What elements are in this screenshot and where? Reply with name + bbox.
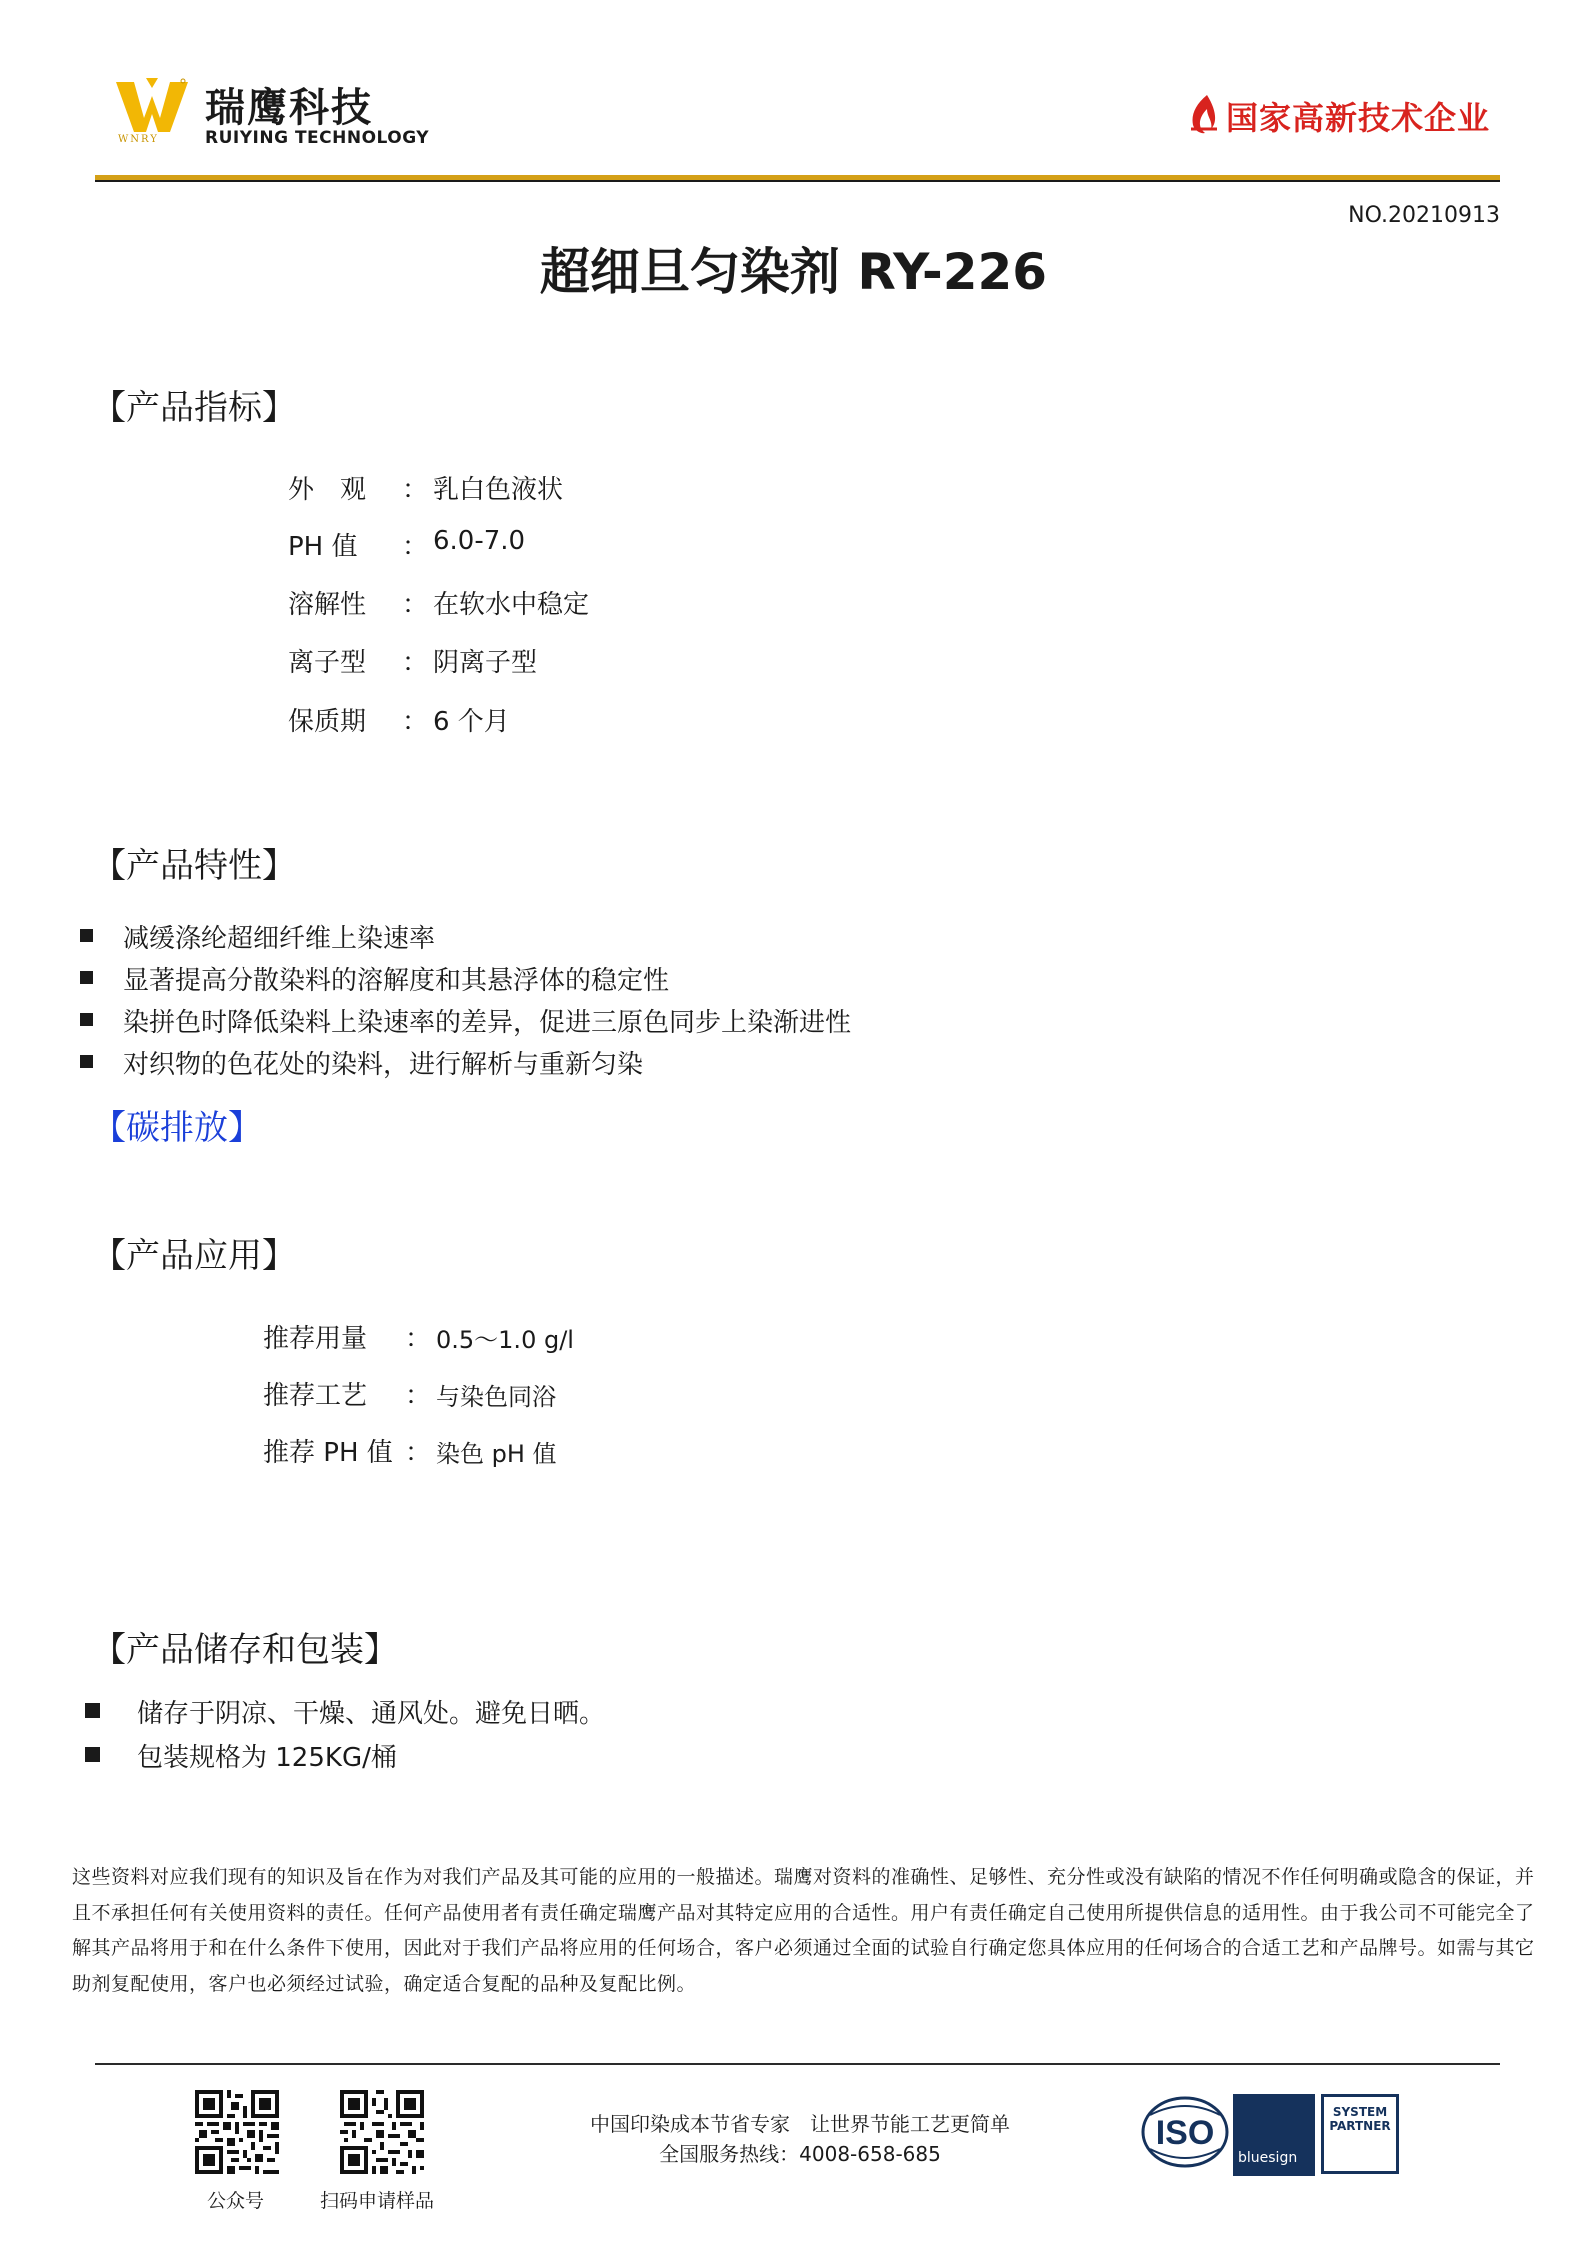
bullet-icon: [85, 1703, 100, 1718]
spec-colon: ：: [402, 707, 429, 737]
spec-label-solubility: 溶解性: [288, 590, 367, 620]
application-value-dosage: 0.5～1.0 g/l: [436, 1326, 574, 1354]
bullet-icon: [80, 971, 93, 984]
application-value-ph: 染色 pH 值: [436, 1440, 557, 1468]
sample-request-qr-code-icon[interactable]: [340, 2090, 424, 2174]
spec-value-appearance: 乳白色液状: [433, 475, 564, 505]
document-number: NO.20210913: [1348, 203, 1500, 228]
footer-divider: [95, 2063, 1500, 2065]
spec-value-shelf-life: 6 个月: [433, 707, 510, 737]
bullet-icon: [85, 1747, 100, 1762]
application-colon: ：: [405, 1324, 432, 1354]
header-divider: [95, 175, 1500, 182]
brand-name-cn: 瑞鹰科技: [205, 85, 373, 131]
spec-value-solubility: 在软水中稳定: [433, 590, 590, 620]
bullet-icon: [80, 1013, 93, 1026]
feature-item: 染拼色时降低染料上染速率的差异，促进三原色同步上染渐进性: [123, 1008, 852, 1038]
spec-label-ph: PH 值: [288, 532, 358, 562]
section-title-carbon: 【碳排放】: [92, 1108, 262, 1148]
application-value-process: 与染色同浴: [436, 1383, 556, 1411]
qr-caption-wechat: 公众号: [207, 2190, 265, 2212]
section-title-application: 【产品应用】: [92, 1236, 296, 1276]
spec-colon: ：: [402, 532, 429, 562]
hitech-enterprise-badge: 国家高新技术企业: [1226, 99, 1491, 137]
section-title-features: 【产品特性】: [92, 846, 296, 886]
application-colon: ：: [405, 1381, 432, 1411]
feature-item: 减缓涤纶超细纤维上染速率: [123, 924, 436, 954]
application-colon: ：: [405, 1438, 432, 1468]
wechat-qr-code-icon[interactable]: [195, 2090, 279, 2174]
spec-value-ionic-type: 阴离子型: [433, 648, 538, 678]
bluesign-label: bluesign: [1238, 2150, 1298, 2166]
storage-item: 包装规格为 125KG/桶: [137, 1743, 397, 1773]
document-title: 超细旦匀染剂 RY-226: [539, 243, 1048, 301]
spec-colon: ：: [402, 590, 429, 620]
bullet-icon: [80, 1055, 93, 1068]
service-hotline[interactable]: 全国服务热线：4008-658-685: [659, 2142, 941, 2166]
application-label-process: 推荐工艺: [263, 1381, 368, 1411]
disclaimer-text: 这些资料对应我们现有的知识及旨在作为对我们产品及其可能的应用的一般描述。瑞鹰对资料的准确性、足够性、充分性或没有缺陷的情况不作任何明确或隐含的保证，并且不承担任何有关使用资料的责任。任何产品使用者有责任确定瑞鹰产品对其特定应用的合适性。用户有责任确定自己使用所提供信息的适用性。由于我公司不可能完全了解其产品将用于和在什么条件下使用，因此对于我们产品将应用的任何场合，客户必须通过全面的试验自行确定您具体应用的任何场合的合适工艺和产品牌号。如需与其它助剂复配使用，客户也必须经过试验，确定适合复配的品种及复配比例。: [72, 1866, 1535, 1995]
ruiying-logo-icon: [112, 78, 192, 136]
application-label-ph: 推荐 PH 值: [263, 1438, 393, 1468]
spec-label-shelf-life: 保质期: [288, 707, 367, 737]
spec-label-appearance: 外 观: [288, 475, 367, 505]
qr-caption-sample: 扫码申请样品: [320, 2190, 435, 2212]
storage-item: 储存于阴凉、干燥、通风处。避免日晒。: [137, 1699, 606, 1729]
section-title-indicators: 【产品指标】: [92, 388, 296, 428]
spec-label-ionic-type: 离子型: [288, 648, 367, 678]
brand-name-en: RUIYING TECHNOLOGY: [205, 128, 430, 148]
logo-mark-text: WNRY: [118, 134, 159, 145]
feature-item: 显著提高分散染料的溶解度和其悬浮体的稳定性: [123, 966, 670, 996]
partner-line-2: PARTNER: [1329, 2119, 1391, 2133]
hitech-flame-icon: [1187, 93, 1221, 135]
iso-label: ISO: [1155, 2114, 1215, 2152]
spec-colon: ：: [402, 475, 429, 505]
spec-colon: ：: [402, 648, 429, 678]
spec-value-ph: 6.0-7.0: [433, 526, 526, 556]
bullet-icon: [80, 929, 93, 942]
system-partner-label: [1324, 2105, 1396, 2133]
feature-item: 对织物的色花处的染料，进行解析与重新匀染: [123, 1050, 644, 1080]
application-label-dosage: 推荐用量: [263, 1324, 368, 1354]
section-title-storage: 【产品储存和包装】: [92, 1630, 398, 1670]
company-slogan: 中国印染成本节省专家 让世界节能工艺更简单: [590, 2112, 1010, 2136]
iso-certification-logo-icon: [1140, 2093, 1230, 2171]
partner-line-1: SYSTEM: [1332, 2105, 1388, 2119]
